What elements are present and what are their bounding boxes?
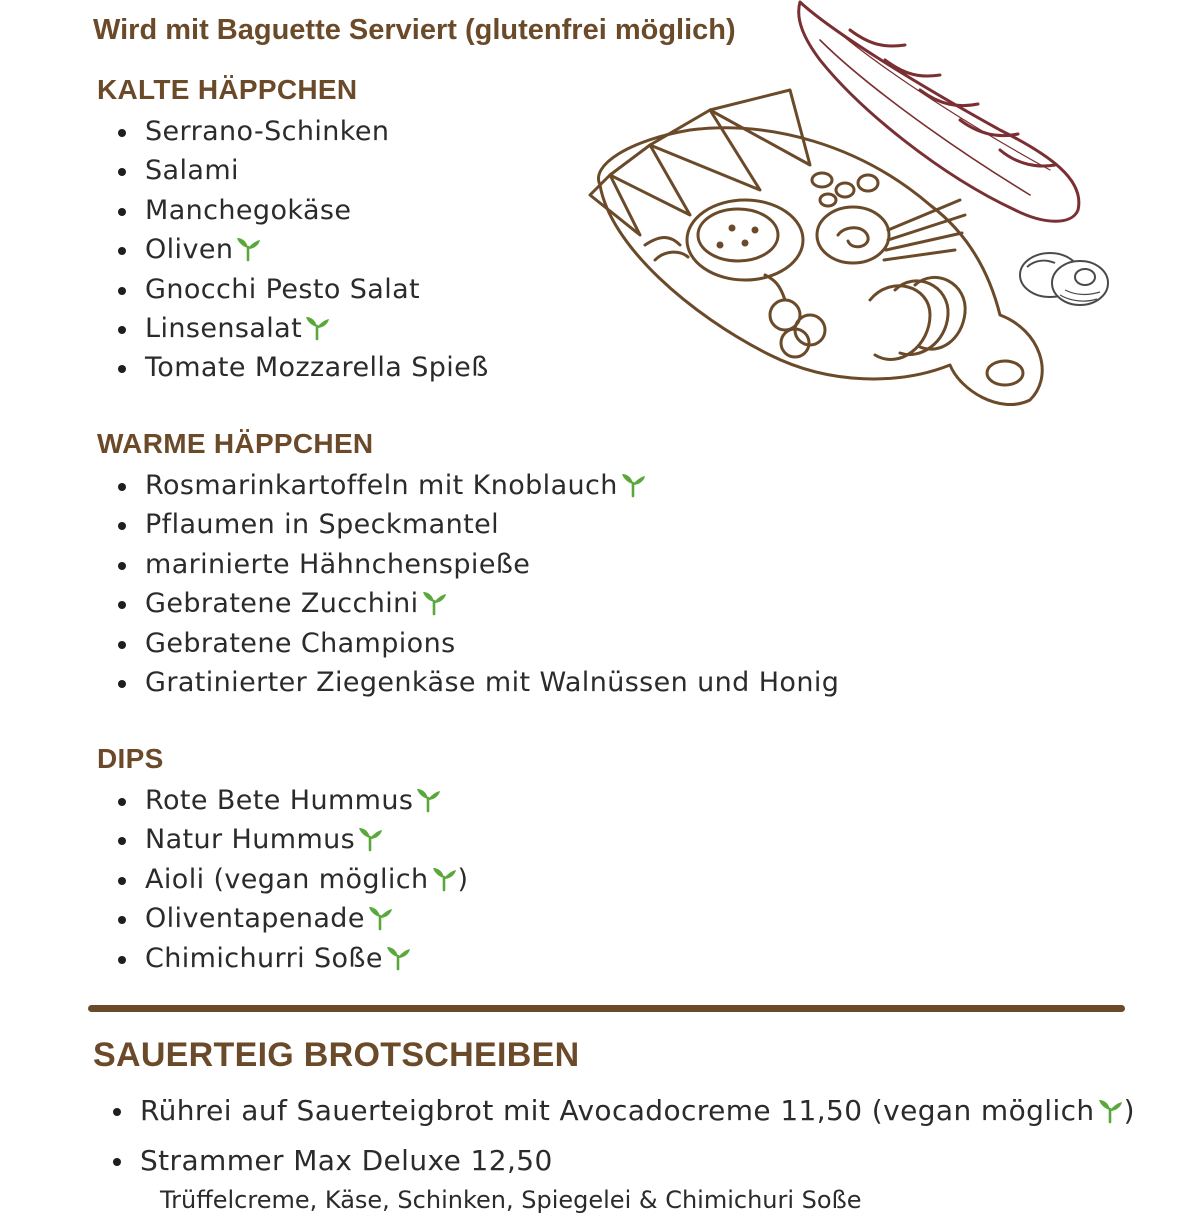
list-item: [112, 663, 839, 702]
list-item: [112, 860, 468, 899]
list-dips: [112, 781, 468, 978]
item-label: Rosmarinkartoffeln mit Knoblauch: [145, 470, 618, 501]
sprout-icon: [384, 943, 412, 971]
list-item: [112, 781, 468, 820]
list-item: [112, 112, 489, 151]
sprout-icon: [356, 824, 384, 852]
item-label: Oliven: [145, 234, 234, 266]
item-label: Gebratene Champions: [145, 627, 456, 659]
item-label: Chimichurri Soße: [145, 942, 383, 974]
list-item: [112, 899, 468, 938]
list-item: [107, 1136, 1135, 1186]
list-item: [112, 939, 468, 978]
list-item: [107, 1086, 1135, 1136]
list-item: [112, 466, 839, 505]
sprout-icon: [1096, 1096, 1124, 1124]
item-label: Linsensalat: [145, 312, 303, 344]
list-item: [112, 230, 489, 269]
item-label: Manchegokäse: [145, 194, 352, 226]
list-item: [112, 624, 839, 663]
list-item: [112, 309, 489, 348]
charcuterie-board-illustration: [570, 85, 1060, 415]
item-label: Aioli (vegan möglich: [145, 863, 429, 895]
item-suffix: ): [1123, 1094, 1135, 1127]
strammer-max-note: Trüffelcreme, Käse, Schinken, Spiegelei & Chimichuri Soße: [160, 1186, 862, 1214]
list-item: [112, 820, 468, 859]
item-label: Strammer Max Deluxe 12,50: [140, 1144, 553, 1177]
section-title-sauerteig: SAUERTEIG BROTSCHEIBEN: [93, 1036, 580, 1074]
list-item: [112, 348, 489, 387]
section-title-dips: DIPS: [97, 743, 164, 774]
section-title-kalt: KALTE HÄPPCHEN: [97, 74, 358, 105]
sprout-icon: [366, 903, 394, 931]
list-item: [112, 151, 489, 190]
list-item: [112, 191, 489, 230]
item-label: Natur Hummus: [145, 824, 356, 856]
item-label: Salami: [145, 155, 239, 187]
item-label: Oliventapenade: [145, 903, 365, 935]
sprout-icon: [303, 313, 331, 341]
section-divider: [88, 1005, 1125, 1012]
list-item: [112, 545, 839, 584]
item-label: Gratinierter Ziegenkäse mit Walnüssen und Honig: [145, 666, 840, 698]
list-item: [112, 270, 489, 309]
list-sauerteig: [107, 1086, 1135, 1186]
item-label: Gnocchi Pesto Salat: [145, 273, 421, 305]
item-label: marinierte Hähnchenspieße: [145, 548, 531, 580]
item-label: Rührei auf Sauerteigbrot mit Avocadocreme 11,50 (vegan möglich: [140, 1094, 1095, 1127]
item-label: Gebratene Zucchini: [145, 588, 419, 620]
sprout-icon: [414, 785, 442, 813]
section-title-warm: WARME HÄPPCHEN: [97, 428, 374, 459]
sprout-icon: [420, 588, 448, 616]
sprout-icon: [619, 470, 647, 498]
item-label: Rote Bete Hummus: [145, 785, 414, 816]
sprout-icon: [234, 234, 262, 262]
list-kalt: [112, 112, 489, 388]
list-warm: [112, 466, 839, 702]
list-item: [112, 584, 839, 623]
subtitle: Wird mit Baguette Serviert (glutenfrei möglich): [93, 14, 736, 46]
item-suffix: ): [457, 863, 469, 895]
item-label: Tomate Mozzarella Spieß: [145, 352, 489, 384]
list-item: [112, 505, 839, 544]
sprout-icon: [430, 864, 458, 892]
item-label: Serrano-Schinken: [145, 116, 390, 147]
item-label: Pflaumen in Speckmantel: [145, 509, 499, 541]
